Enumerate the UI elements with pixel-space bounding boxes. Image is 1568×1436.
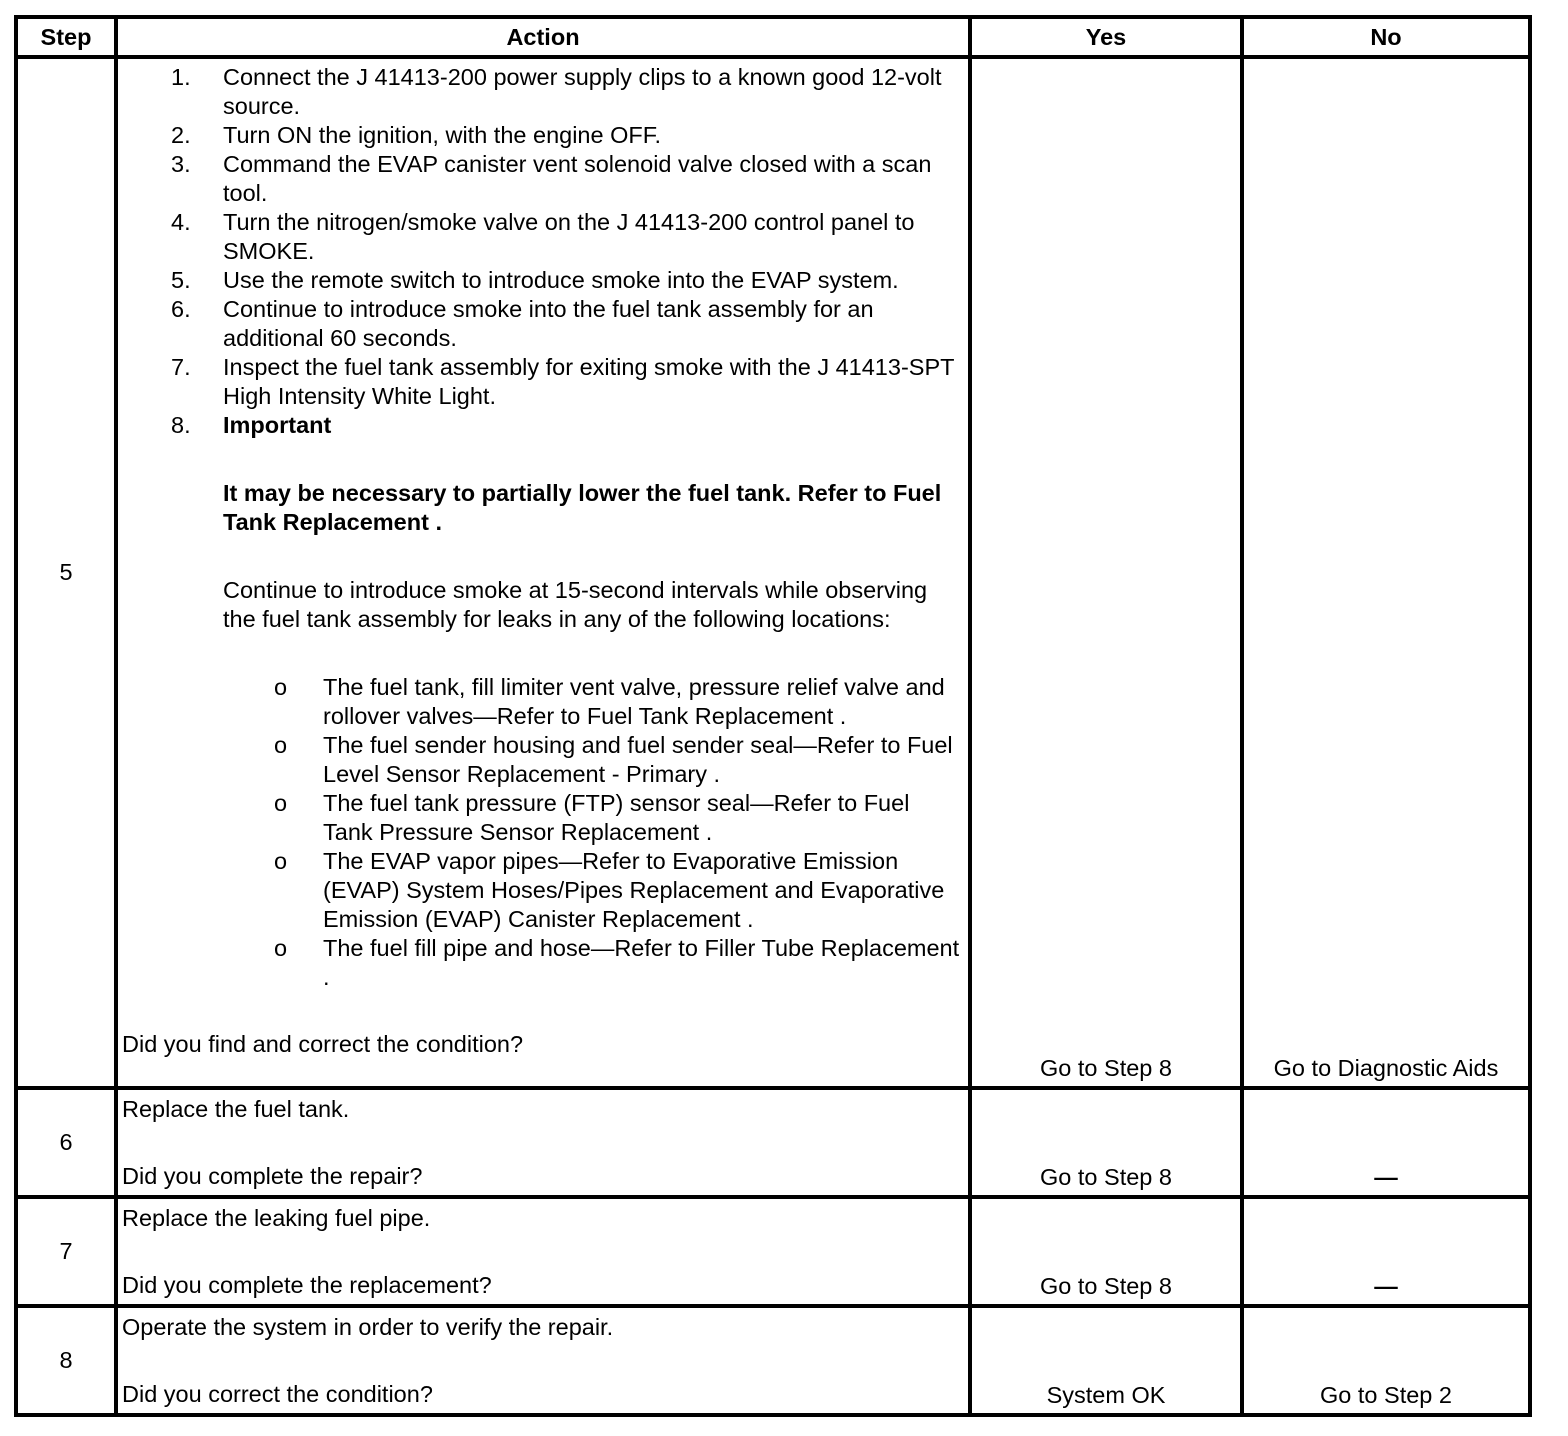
bullet-icon: o xyxy=(274,674,288,700)
header-yes: Yes xyxy=(970,17,1242,57)
list-item: 5. Use the remote switch to introduce smoke into the EVAP system. xyxy=(171,267,899,293)
action-cell xyxy=(116,1088,970,1197)
table-row-step-6 xyxy=(16,1088,1530,1197)
yes-result: System OK xyxy=(970,1306,1242,1415)
list-item: o The fuel fill pipe and hose—Refer to Filler Tube Replacement . xyxy=(274,935,960,990)
list-item: 2. Turn ON the ignition, with the engine OFF. xyxy=(171,122,662,148)
continue-text: Continue to introduce smoke at 15-second intervals while observing the fuel tank assembly for leaks in any of the following locations: xyxy=(223,577,928,632)
list-item: 3. Command the EVAP canister vent solenoid valve closed with a scan tool. xyxy=(171,151,932,206)
no-result: Go to Step 2 xyxy=(1242,1306,1530,1415)
header-step: Step xyxy=(16,17,116,57)
yes-result: Go to Step 8 xyxy=(970,1197,1242,1306)
table-row-step-8 xyxy=(16,1306,1530,1415)
step-number: 8 xyxy=(16,1306,116,1415)
bullet-icon: o xyxy=(274,732,288,758)
step-number: 6 xyxy=(16,1088,116,1197)
diagnostic-table xyxy=(14,15,1532,1417)
list-item: 1. Connect the J 41413-200 power supply clips to a known good 12-volt source. xyxy=(171,64,942,119)
action-cell xyxy=(116,1306,970,1415)
bullet-icon: o xyxy=(274,935,288,961)
list-item: 7. Inspect the fuel tank assembly for exiting smoke with the J 41413-SPT High Intensity White Light. xyxy=(171,354,955,409)
yes-result: Go to Step 8 xyxy=(970,1088,1242,1197)
list-item: o The fuel sender housing and fuel sender seal—Refer to Fuel Level Sensor Replacement - Primary . xyxy=(274,732,953,787)
action-text: Operate the system in order to verify the repair. xyxy=(122,1314,614,1340)
no-result: — xyxy=(1242,1088,1530,1197)
location-list xyxy=(223,673,962,992)
list-item: o The fuel tank, fill limiter vent valve, pressure relief valve and rollover valves—Refer to Fuel Tank Replacement . xyxy=(274,674,945,729)
header-action: Action xyxy=(116,17,970,57)
question-text: Did you complete the repair? xyxy=(122,1163,423,1189)
list-item: 8. Important It may be necessary to partially lower the fuel tank. Refer to Fuel Tank Replacement . Continue to introduce smoke at 15-second intervals while observing the fuel tank assembly for leaks in any of the following locations: xyxy=(122,411,962,634)
action-text: Replace the leaking fuel pipe. xyxy=(122,1205,431,1231)
no-result: — xyxy=(1242,1197,1530,1306)
step-number: 5 xyxy=(16,57,116,1088)
no-result: Go to Diagnostic Aids xyxy=(1242,57,1530,1088)
action-cell xyxy=(116,1197,970,1306)
list-item: 6. Continue to introduce smoke into the fuel tank assembly for an additional 60 seconds. xyxy=(171,296,874,351)
step-number: 7 xyxy=(16,1197,116,1306)
header-row xyxy=(16,17,1530,57)
table-row-step-5 xyxy=(16,57,1530,1088)
list-item: 4. Turn the nitrogen/smoke valve on the J 41413-200 control panel to SMOKE. xyxy=(171,209,915,264)
header-no: No xyxy=(1242,17,1530,57)
list-item: o The EVAP vapor pipes—Refer to Evaporative Emission (EVAP) System Hoses/Pipes Replacement and Evaporative Emission (EVAP) Canister Replacement . xyxy=(274,848,945,932)
important-heading: Important xyxy=(223,412,332,438)
bullet-icon: o xyxy=(274,790,288,816)
action-text: Replace the fuel tank. xyxy=(122,1096,350,1122)
question-text: Did you complete the replacement? xyxy=(122,1272,492,1298)
procedure-list xyxy=(122,63,962,634)
bullet-icon: o xyxy=(274,848,288,874)
action-cell xyxy=(116,57,970,1088)
table-row-step-7 xyxy=(16,1197,1530,1306)
question-text: Did you correct the condition? xyxy=(122,1381,433,1407)
important-note: It may be necessary to partially lower the fuel tank. Refer to Fuel Tank Replacement . xyxy=(223,480,942,535)
list-item: o The fuel tank pressure (FTP) sensor seal—Refer to Fuel Tank Pressure Sensor Replacement . xyxy=(274,790,910,845)
yes-result: Go to Step 8 xyxy=(970,57,1242,1088)
question-text: Did you find and correct the condition? xyxy=(122,1031,524,1057)
